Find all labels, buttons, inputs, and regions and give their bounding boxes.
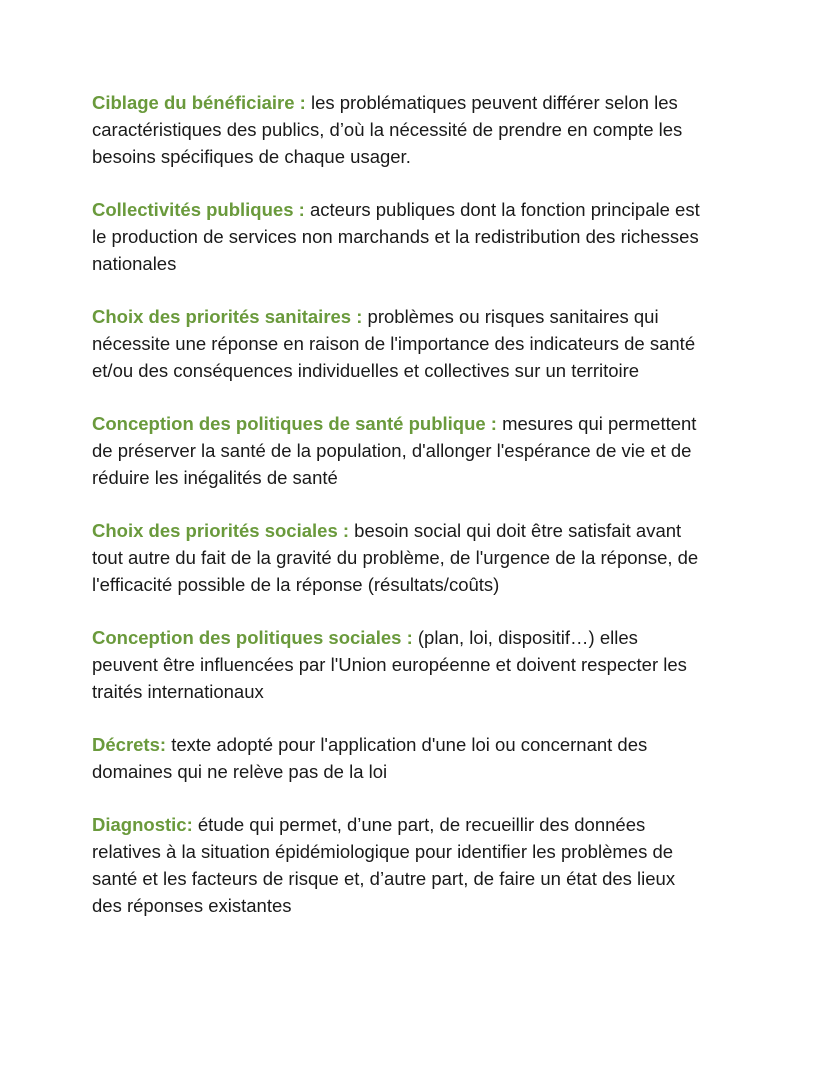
glossary-entry: [92, 89, 702, 170]
glossary-term: Conception des politiques de santé publique :: [92, 413, 497, 434]
glossary-term: Choix des priorités sanitaires :: [92, 306, 363, 327]
glossary: [92, 89, 702, 945]
glossary-definition: mesures qui permettent de préserver la santé de la population, d'allonger l'espérance de vie et de réduire les inégalités de santé: [92, 413, 697, 488]
glossary-entry: [92, 517, 702, 598]
glossary-entry: [92, 303, 702, 384]
glossary-entry: [92, 624, 702, 705]
glossary-term: Choix des priorités sociales :: [92, 520, 350, 541]
glossary-definition: problèmes ou risques sanitaires qui nécessite une réponse en raison de l'importance des indicateurs de santé et/ou des conséquences individuelles et collectives sur un territoire: [92, 306, 696, 381]
glossary-definition: (plan, loi, dispositif…) elles peuvent être influencées par l'Union européenne et doivent respecter les traités internationaux: [92, 627, 687, 702]
glossary-entry: [92, 731, 702, 785]
glossary-definition: étude qui permet, d’une part, de recueillir des données relatives à la situation épidémiologique pour identifier les problèmes de santé et les facteurs de risque et, d’autre part, de faire un état des lieux des réponses existantes: [92, 814, 676, 916]
glossary-term: Décrets:: [92, 734, 167, 755]
glossary-term: Diagnostic:: [92, 814, 193, 835]
glossary-term: Conception des politiques sociales :: [92, 627, 413, 648]
glossary-definition: besoin social qui doit être satisfait avant tout autre du fait de la gravité du problème, de l'urgence de la réponse, de l'efficacité possible de la réponse (résultats/coûts): [92, 520, 699, 595]
glossary-definition: texte adopté pour l'application d'une loi ou concernant des domaines qui ne relève pas de la loi: [92, 734, 648, 782]
glossary-entry: [92, 811, 702, 919]
glossary-term: Collectivités publiques :: [92, 199, 305, 220]
glossary-term: Ciblage du bénéficiaire :: [92, 92, 306, 113]
glossary-entry: [92, 410, 702, 491]
glossary-entry: [92, 196, 702, 277]
glossary-definition: acteurs publiques dont la fonction principale est le production de services non marchands et la redistribution des richesses nationales: [92, 199, 700, 274]
glossary-definition: les problématiques peuvent différer selon les caractéristiques des publics, d’où la nécessité de prendre en compte les besoins spécifiques de chaque usager.: [92, 92, 683, 167]
